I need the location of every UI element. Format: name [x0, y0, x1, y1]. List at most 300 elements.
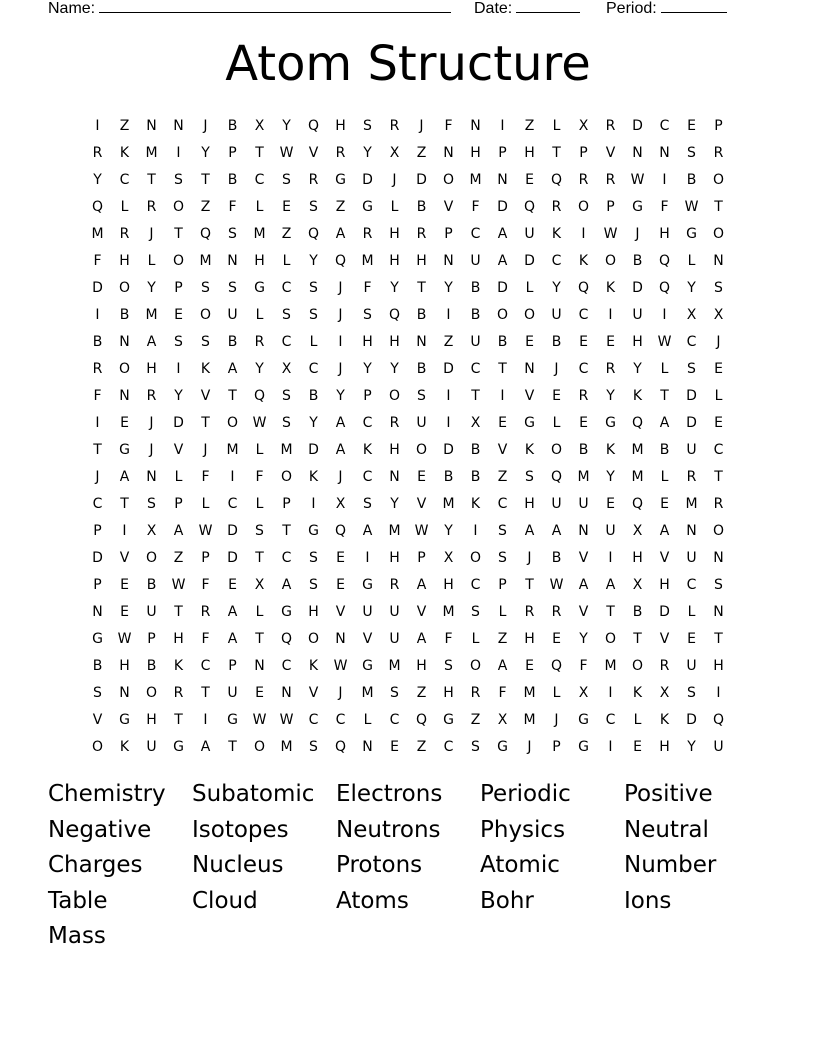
- grid-letter: R: [686, 468, 697, 485]
- grid-letter: R: [389, 414, 400, 431]
- grid-letter: G: [308, 522, 319, 539]
- grid-letter: C: [578, 360, 589, 377]
- grid-letter: Q: [91, 198, 104, 215]
- grid-letter: Z: [497, 468, 508, 485]
- grid-letter: M: [280, 738, 293, 755]
- grid-letter: Q: [712, 711, 725, 728]
- grid-letter: Y: [282, 117, 291, 134]
- grid-letter: R: [335, 144, 346, 161]
- grid-letter: Z: [416, 738, 427, 755]
- grid-letter: Y: [390, 495, 399, 512]
- date-blank-line[interactable]: [516, 0, 580, 13]
- grid-letter: S: [714, 279, 723, 296]
- grid-letter: N: [416, 333, 427, 350]
- grid-letter: D: [497, 279, 508, 296]
- grid-letter: S: [282, 171, 291, 188]
- grid-letter: N: [659, 144, 670, 161]
- grid-letter: X: [713, 306, 724, 323]
- grid-letter: P: [579, 144, 588, 161]
- grid-letter: E: [282, 198, 291, 215]
- grid-letter: Z: [443, 333, 454, 350]
- grid-letter: S: [309, 549, 318, 566]
- grid-letter: R: [119, 225, 130, 242]
- word-bank-item: Table: [48, 887, 108, 914]
- grid-letter: C: [713, 441, 724, 458]
- grid-letter: Y: [309, 414, 318, 431]
- grid-letter: E: [579, 333, 588, 350]
- grid-letter: A: [281, 576, 292, 593]
- grid-letter: L: [174, 468, 183, 485]
- word-bank-item: Protons: [336, 852, 423, 878]
- grid-letter: A: [227, 630, 238, 647]
- grid-letter: G: [578, 738, 589, 755]
- grid-letter: X: [659, 684, 670, 701]
- grid-letter: D: [497, 198, 508, 215]
- grid-letter: S: [498, 549, 507, 566]
- word-bank-item: Ions: [624, 887, 672, 914]
- grid-letter: Y: [309, 252, 318, 269]
- grid-letter: L: [498, 603, 507, 620]
- grid-letter: W: [684, 198, 699, 215]
- grid-letter: F: [363, 279, 372, 296]
- grid-letter: B: [551, 549, 562, 566]
- grid-letter: S: [687, 360, 696, 377]
- grid-letter: N: [443, 252, 454, 269]
- grid-letter: U: [686, 441, 697, 458]
- word-bank-item: Chemistry: [48, 781, 166, 807]
- grid-letter: Q: [658, 279, 671, 296]
- period-label: Period:: [606, 0, 657, 17]
- grid-letter: O: [604, 252, 617, 269]
- grid-letter: U: [362, 603, 373, 620]
- grid-letter: G: [605, 414, 616, 431]
- grid-letter: H: [443, 576, 454, 593]
- grid-letter: W: [252, 414, 267, 431]
- grid-letter: A: [497, 252, 508, 269]
- grid-letter: N: [146, 117, 157, 134]
- grid-letter: P: [147, 630, 156, 647]
- grid-letter: H: [254, 252, 265, 269]
- grid-letter: C: [497, 495, 508, 512]
- grid-letter: F: [201, 576, 210, 593]
- grid-letter: D: [443, 360, 454, 377]
- grid-letter: S: [363, 117, 372, 134]
- grid-letter: T: [714, 630, 723, 647]
- grid-letter: F: [498, 684, 507, 701]
- grid-letter: U: [551, 306, 562, 323]
- grid-letter: J: [554, 360, 559, 377]
- grid-letter: G: [632, 198, 643, 215]
- grid-letter: R: [416, 225, 427, 242]
- grid-letter: S: [525, 468, 534, 485]
- grid-letter: M: [226, 441, 239, 458]
- grid-letter: F: [255, 468, 264, 485]
- grid-letter: J: [203, 117, 208, 134]
- grid-letter: B: [416, 306, 427, 323]
- grid-letter: I: [500, 117, 505, 134]
- grid-letter: L: [552, 414, 561, 431]
- grid-letter: M: [523, 684, 536, 701]
- word-bank-item: Periodic: [480, 781, 571, 807]
- grid-letter: A: [227, 603, 238, 620]
- grid-letter: S: [309, 738, 318, 755]
- grid-letter: E: [498, 414, 507, 431]
- grid-letter: R: [605, 117, 616, 134]
- grid-letter: F: [444, 117, 453, 134]
- grid-letter: X: [578, 684, 589, 701]
- grid-letter: D: [686, 414, 697, 431]
- grid-letter: Z: [416, 684, 427, 701]
- grid-letter: A: [605, 576, 616, 593]
- grid-letter: C: [551, 252, 562, 269]
- grid-letter: N: [281, 684, 292, 701]
- grid-letter: U: [227, 306, 238, 323]
- grid-letter: O: [280, 468, 293, 485]
- grid-letter: G: [119, 711, 130, 728]
- grid-letter: T: [471, 387, 480, 404]
- grid-letter: J: [635, 225, 640, 242]
- grid-letter: E: [714, 414, 723, 431]
- grid-letter: C: [335, 711, 346, 728]
- grid-letter: Q: [415, 711, 428, 728]
- grid-letter: B: [686, 171, 697, 188]
- grid-letter: M: [442, 495, 455, 512]
- grid-letter: E: [552, 630, 561, 647]
- grid-letter: I: [608, 549, 613, 566]
- grid-letter: O: [712, 225, 725, 242]
- grid-letter: B: [632, 252, 643, 269]
- grid-letter: O: [415, 441, 428, 458]
- grid-letter: I: [122, 522, 127, 539]
- grid-letter: W: [549, 576, 564, 593]
- grid-letter: A: [119, 468, 130, 485]
- grid-letter: O: [469, 549, 482, 566]
- grid-letter: Y: [93, 171, 102, 188]
- grid-letter: B: [92, 333, 103, 350]
- grid-letter: M: [361, 684, 374, 701]
- grid-letter: Q: [550, 468, 563, 485]
- grid-letter: C: [605, 711, 616, 728]
- word-bank-item: Physics: [480, 816, 566, 843]
- grid-letter: Z: [335, 198, 346, 215]
- grid-letter: C: [470, 576, 481, 593]
- grid-letter: V: [659, 549, 670, 566]
- grid-letter: C: [281, 549, 292, 566]
- grid-letter: C: [254, 171, 265, 188]
- grid-letter: Z: [524, 117, 535, 134]
- grid-letter: L: [363, 711, 372, 728]
- grid-letter: R: [308, 171, 319, 188]
- grid-letter: G: [362, 576, 373, 593]
- grid-letter: J: [149, 414, 154, 431]
- grid-letter: R: [524, 603, 535, 620]
- grid-letter: H: [362, 333, 373, 350]
- grid-letter: L: [255, 603, 264, 620]
- grid-letter: M: [685, 495, 698, 512]
- grid-letter: A: [659, 522, 670, 539]
- grid-letter: F: [579, 657, 588, 674]
- grid-letter: B: [443, 468, 454, 485]
- grid-letter: H: [524, 630, 535, 647]
- grid-letter: I: [311, 495, 316, 512]
- grid-letter: Y: [633, 360, 642, 377]
- grid-letter: L: [147, 252, 156, 269]
- grid-letter: D: [227, 522, 238, 539]
- grid-letter: E: [579, 414, 588, 431]
- grid-letter: N: [146, 468, 157, 485]
- grid-letter: N: [119, 684, 130, 701]
- grid-letter: D: [308, 441, 319, 458]
- grid-letter: B: [416, 360, 427, 377]
- grid-letter: F: [444, 630, 453, 647]
- grid-letter: B: [416, 198, 427, 215]
- grid-letter: S: [498, 522, 507, 539]
- grid-letter: O: [145, 549, 158, 566]
- grid-letter: T: [174, 225, 183, 242]
- grid-letter: C: [659, 117, 670, 134]
- grid-letter: R: [659, 657, 670, 674]
- grid-letter: Y: [201, 144, 210, 161]
- grid-letter: Q: [307, 225, 320, 242]
- grid-letter: K: [119, 738, 130, 755]
- grid-letter: O: [712, 522, 725, 539]
- grid-letter: P: [714, 117, 723, 134]
- grid-letter: Q: [334, 252, 347, 269]
- grid-letter: C: [470, 360, 481, 377]
- grid-letter: A: [551, 522, 562, 539]
- grid-letter: I: [716, 684, 721, 701]
- grid-letter: L: [660, 468, 669, 485]
- grid-letter: N: [713, 603, 724, 620]
- grid-letter: H: [659, 576, 670, 593]
- grid-letter: S: [309, 576, 318, 593]
- grid-letter: T: [201, 171, 210, 188]
- grid-letter: U: [632, 306, 643, 323]
- grid-letter: U: [470, 333, 481, 350]
- grid-letter: K: [605, 441, 616, 458]
- grid-letter: B: [470, 468, 481, 485]
- grid-letter: P: [552, 738, 561, 755]
- grid-letter: C: [362, 414, 373, 431]
- grid-letter: T: [498, 360, 507, 377]
- grid-letter: B: [308, 387, 319, 404]
- grid-letter: J: [527, 549, 532, 566]
- grid-letter: V: [524, 387, 535, 404]
- grid-letter: W: [414, 522, 429, 539]
- grid-letter: F: [93, 387, 102, 404]
- grid-letter: R: [605, 171, 616, 188]
- word-bank-item: Electrons: [336, 781, 443, 807]
- grid-letter: I: [662, 306, 667, 323]
- grid-letter: D: [416, 171, 427, 188]
- grid-letter: S: [687, 144, 696, 161]
- grid-letter: A: [227, 360, 238, 377]
- grid-letter: V: [200, 387, 211, 404]
- student-info-header: [48, 0, 748, 20]
- grid-letter: S: [282, 306, 291, 323]
- grid-letter: M: [523, 711, 536, 728]
- grid-letter: L: [390, 198, 399, 215]
- grid-letter: G: [335, 171, 346, 188]
- grid-letter: I: [608, 684, 613, 701]
- grid-letter: C: [308, 711, 319, 728]
- grid-letter: H: [713, 657, 724, 674]
- grid-letter: V: [578, 549, 589, 566]
- grid-letter: I: [446, 306, 451, 323]
- grid-letter: P: [228, 657, 237, 674]
- date-field[interactable]: [474, 0, 580, 18]
- grid-letter: P: [228, 144, 237, 161]
- grid-letter: Y: [390, 279, 399, 296]
- grid-letter: V: [119, 549, 130, 566]
- grid-letter: S: [363, 495, 372, 512]
- grid-letter: A: [335, 414, 346, 431]
- grid-letter: Q: [280, 630, 293, 647]
- grid-letter: S: [363, 306, 372, 323]
- word-bank-item: Nucleus: [192, 852, 284, 878]
- grid-letter: Q: [523, 198, 536, 215]
- grid-letter: M: [442, 603, 455, 620]
- grid-letter: Y: [363, 360, 372, 377]
- grid-letter: I: [176, 360, 181, 377]
- word-bank-item: Cloud: [192, 887, 258, 914]
- word-bank-item: Atoms: [336, 887, 409, 914]
- grid-letter: K: [632, 387, 643, 404]
- grid-letter: K: [173, 657, 184, 674]
- grid-letter: U: [578, 495, 589, 512]
- grid-letter: A: [497, 225, 508, 242]
- grid-letter: M: [280, 441, 293, 458]
- grid-letter: A: [659, 414, 670, 431]
- grid-letter: O: [172, 198, 185, 215]
- grid-letter: W: [279, 711, 294, 728]
- grid-letter: V: [416, 495, 427, 512]
- grid-letter: J: [338, 684, 343, 701]
- grid-letter: S: [201, 333, 210, 350]
- grid-letter: V: [578, 603, 589, 620]
- grid-letter: T: [228, 738, 237, 755]
- grid-letter: N: [389, 468, 400, 485]
- grid-letter: E: [525, 657, 534, 674]
- grid-letter: H: [389, 225, 400, 242]
- grid-letter: C: [686, 576, 697, 593]
- period-blank-line[interactable]: [661, 0, 727, 13]
- grid-letter: T: [714, 468, 723, 485]
- period-field[interactable]: [606, 0, 727, 18]
- grid-letter: Q: [199, 225, 212, 242]
- grid-letter: H: [659, 225, 670, 242]
- grid-letter: N: [713, 549, 724, 566]
- grid-letter: S: [417, 387, 426, 404]
- word-bank-item: Bohr: [480, 887, 534, 914]
- grid-letter: C: [578, 306, 589, 323]
- grid-letter: J: [527, 738, 532, 755]
- grid-letter: Q: [631, 495, 644, 512]
- grid-letter: M: [469, 171, 482, 188]
- grid-letter: H: [389, 252, 400, 269]
- grid-letter: G: [281, 603, 292, 620]
- grid-letter: J: [338, 468, 343, 485]
- grid-letter: P: [498, 576, 507, 593]
- grid-letter: R: [92, 144, 103, 161]
- grid-letter: B: [470, 441, 481, 458]
- grid-letter: O: [550, 441, 563, 458]
- grid-letter: E: [714, 360, 723, 377]
- grid-letter: V: [497, 441, 508, 458]
- grid-letter: H: [443, 684, 454, 701]
- grid-letter: R: [362, 225, 373, 242]
- word-bank: [48, 777, 788, 955]
- grid-letter: X: [254, 576, 265, 593]
- grid-letter: O: [91, 738, 104, 755]
- grid-letter: A: [578, 576, 589, 593]
- grid-letter: Y: [687, 279, 696, 296]
- grid-letter: C: [308, 360, 319, 377]
- grid-letter: M: [388, 657, 401, 674]
- grid-letter: H: [659, 738, 670, 755]
- grid-letter: Y: [444, 279, 453, 296]
- grid-letter: R: [92, 360, 103, 377]
- grid-letter: X: [146, 522, 157, 539]
- grid-letter: R: [254, 333, 265, 350]
- grid-letter: S: [471, 738, 480, 755]
- grid-letter: O: [118, 279, 131, 296]
- word-bank-item: Isotopes: [192, 816, 289, 843]
- grid-letter: O: [712, 171, 725, 188]
- grid-letter: E: [255, 684, 264, 701]
- grid-letter: L: [255, 441, 264, 458]
- grid-letter: F: [471, 198, 480, 215]
- grid-letter: E: [120, 603, 129, 620]
- grid-letter: Y: [336, 387, 345, 404]
- grid-letter: I: [176, 144, 181, 161]
- grid-letter: T: [120, 495, 129, 512]
- name-blank-line[interactable]: [99, 0, 451, 13]
- grid-letter: K: [470, 495, 481, 512]
- grid-letter: B: [92, 657, 103, 674]
- grid-letter: S: [201, 279, 210, 296]
- grid-letter: L: [687, 252, 696, 269]
- name-label: Name:: [48, 0, 96, 17]
- grid-letter: H: [389, 549, 400, 566]
- grid-letter: G: [686, 225, 697, 242]
- grid-letter: S: [255, 522, 264, 539]
- grid-letter: Z: [416, 144, 427, 161]
- grid-letter: Q: [334, 522, 347, 539]
- grid-letter: L: [525, 279, 534, 296]
- grid-letter: I: [365, 549, 370, 566]
- grid-letter: G: [227, 711, 238, 728]
- grid-letter: V: [362, 630, 373, 647]
- grid-letter: N: [443, 144, 454, 161]
- grid-letter: P: [498, 144, 507, 161]
- grid-letter: D: [92, 279, 103, 296]
- grid-letter: T: [255, 630, 264, 647]
- name-field[interactable]: [48, 0, 451, 18]
- grid-letter: I: [338, 333, 343, 350]
- grid-letter: M: [91, 225, 104, 242]
- grid-letter: A: [497, 657, 508, 674]
- grid-letter: D: [686, 711, 697, 728]
- grid-letter: O: [442, 171, 455, 188]
- grid-letter: N: [227, 252, 238, 269]
- grid-letter: K: [119, 144, 130, 161]
- grid-letter: W: [333, 657, 348, 674]
- grid-letter: P: [201, 549, 210, 566]
- grid-letter: C: [281, 279, 292, 296]
- grid-letter: O: [199, 306, 212, 323]
- grid-letter: B: [227, 117, 238, 134]
